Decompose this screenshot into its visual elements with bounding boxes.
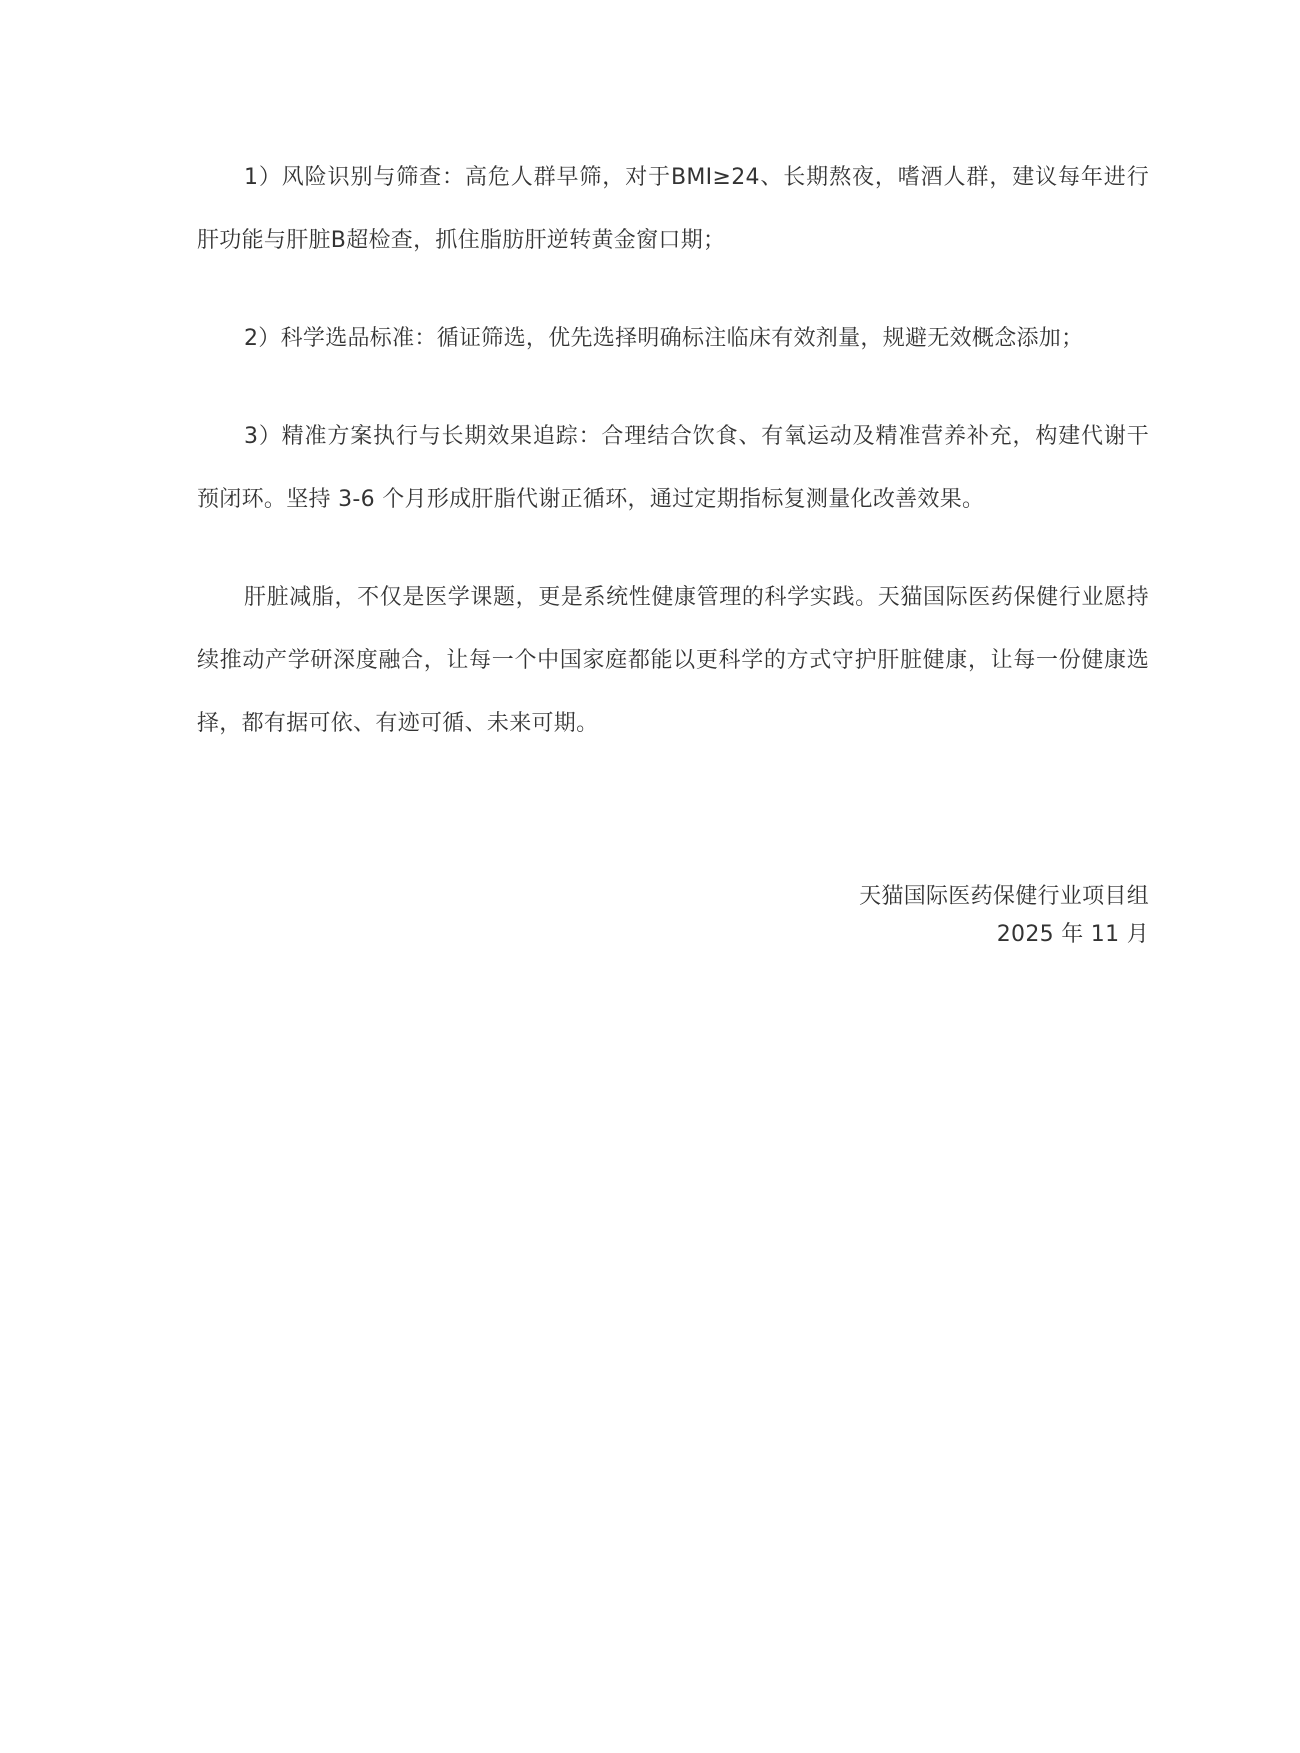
document-body xyxy=(197,146,1149,755)
paragraph-plan-execution: 3）精准方案执行与长期效果追踪：合理结合饮食、有氧运动及精准营养补充，构建代谢干预闭环。坚持 3-6 个月形成肝脂代谢正循环，通过定期指标复测量化改善效果。 xyxy=(197,424,1149,512)
paragraph-conclusion: 肝脏减脂，不仅是医学课题，更是系统性健康管理的科学实践。天猫国际医药保健行业愿持续推动产学研深度融合，让每一个中国家庭都能以更科学的方式守护肝脏健康，让每一份健康选择，都有据可依、有迹可循、未来可期。 xyxy=(197,585,1149,736)
signature-date: 2025 年 11 月 xyxy=(996,922,1149,947)
paragraph-product-selection: 2）科学选品标准：循证筛选，优先选择明确标注临床有效剂量，规避无效概念添加； xyxy=(244,326,1084,351)
signature-organization: 天猫国际医药保健行业项目组 xyxy=(859,884,1149,909)
paragraph-risk-screening: 1）风险识别与筛查：高危人群早筛，对于BMI≥24、长期熬夜，嗜酒人群，建议每年进行肝功能与肝脏B超检查，抓住脂肪肝逆转黄金窗口期； xyxy=(197,165,1149,253)
signature-block xyxy=(197,878,1149,954)
